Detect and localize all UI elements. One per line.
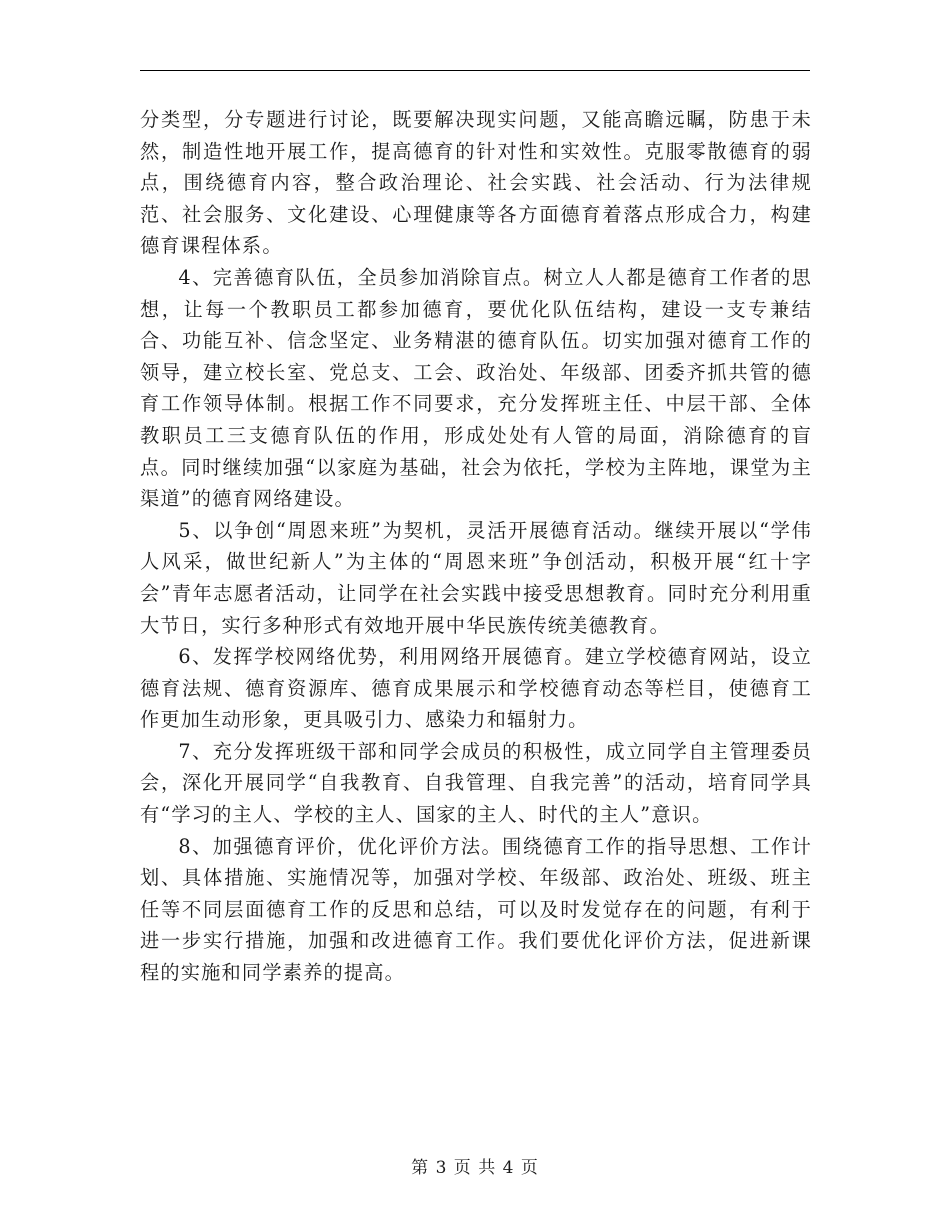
paragraph-item-5: 5、以争创“周恩来班”为契机，灵活开展德育活动。继续开展以“学伟人风采，做世纪新人”为主体的“周恩来班”争创活动，积极开展“红十字会”青年志愿者活动，让同学在社会实践中接受思想教育。同时充分利用重大节日，实行多种形式有效地开展中华民族传统美德教育。 [140,518,812,637]
header-rule [140,70,810,71]
document-body [140,104,812,989]
paragraph-item-7: 7、充分发挥班级干部和同学会成员的积极性，成立同学自主管理委员会，深化开展同学“自我教育、自我管理、自我完善”的活动，培育同学具有“学习的主人、学校的主人、国家的主人、时代的主人”意识。 [140,739,812,827]
paragraph-continuation: 分类型，分专题进行讨论，既要解决现实问题，又能高瞻远瞩，防患于未然，制造性地开展工作，提高德育的针对性和实效性。克服零散德育的弱点，围绕德育内容，整合政治理论、社会实践、社会活动、行为法律规范、社会服务、文化建设、心理健康等各方面德育着落点形成合力，构建德育课程体系。 [140,108,812,258]
paragraph-item-6: 6、发挥学校网络优势，利用网络开展德育。建立学校德育网站，设立德育法规、德育资源库、德育成果展示和学校德育动态等栏目，使德育工作更加生动形象，更具吸引力、感染力和辐射力。 [140,645,812,732]
page-number-footer: 第 3 页 共 4 页 [411,1158,539,1178]
paragraph-item-4: 4、完善德育队伍，全员参加消除盲点。树立人人都是德育工作者的思想，让每一个教职员工都参加德育，要优化队伍结构，建设一支专兼结合、功能互补、信念坚定、业务精湛的德育队伍。切实加强对德育工作的领导，建立校长室、党总支、工会、政治处、年级部、团委齐抓共管的德育工作领导体制。根据工作不同要求，充分发挥班主任、中层干部、全体教职员工三支德育队伍的作用，形成处处有人管的局面，消除德育的盲点。同时继续加强“以家庭为基础，社会为依托，学校为主阵地，课堂为主渠道”的德育网络建设。 [140,265,812,511]
paragraph-item-8: 8、加强德育评价，优化评价方法。围绕德育工作的指导思想、工作计划、具体措施、实施情况等，加强对学校、年级部、政治处、班级、班主任等不同层面德育工作的反思和总结，可以及时发觉存在的问题，有利于进一步实行措施，加强和改进德育工作。我们要优化评价方法，促进新课程的实施和同学素养的提高。 [140,834,812,985]
